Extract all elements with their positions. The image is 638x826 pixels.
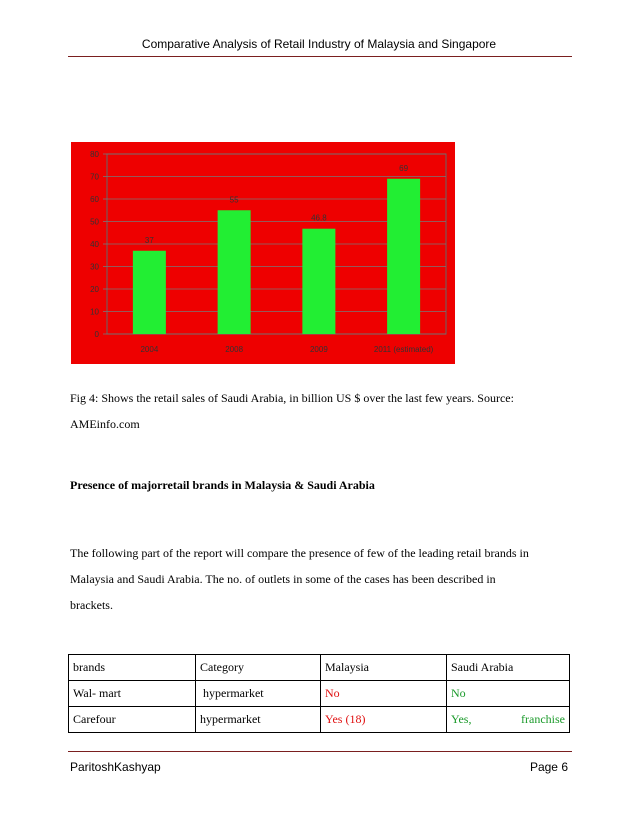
split-cell <box>451 712 565 727</box>
x-tick-label: 2011 (estimated) <box>373 345 434 354</box>
y-tick-label: 30 <box>90 262 99 272</box>
y-tick-label: 80 <box>90 150 99 159</box>
table-header-cell: Category <box>196 655 321 681</box>
footer-page-number: Page 6 <box>529 760 568 774</box>
table-cell <box>447 707 570 733</box>
table-cell: No <box>321 681 447 707</box>
footer-author: ParitoshKashyap <box>70 760 161 774</box>
table-cell <box>196 681 321 707</box>
table-cell: Wal- mart <box>69 681 196 707</box>
cell-text-left: Yes, <box>451 712 472 726</box>
y-tick-label: 20 <box>90 285 99 294</box>
table-header-cell: brands <box>69 655 196 681</box>
header-rule <box>68 56 572 57</box>
table-cell: No <box>447 681 570 707</box>
caption-text-1: Fig 4: Shows the retail sales of Saudi Arabia, in billion US $ over the last few years. Source: <box>70 391 514 405</box>
table-header-cell: Malaysia <box>321 655 447 681</box>
table-row <box>69 707 570 733</box>
cell-text-right: franchise <box>521 712 565 726</box>
x-tick-label: 2008 <box>225 345 244 354</box>
figure-caption <box>70 385 564 437</box>
table-header-row <box>69 655 570 681</box>
y-tick-label: 40 <box>90 240 99 249</box>
page-header: Comparative Analysis of Retail Industry of Malaysia and Singapore <box>141 37 497 51</box>
retail-sales-bar-chart <box>71 142 455 364</box>
x-tick-label: 2009 <box>309 345 328 354</box>
footer-rule <box>68 751 572 752</box>
brands-table <box>68 654 570 733</box>
data-label: 46.8 <box>311 213 327 223</box>
bar <box>218 210 251 334</box>
body-line-2: Malaysia and Saudi Arabia. The no. of outlets in some of the cases has been described in <box>70 572 496 586</box>
y-tick-label: 10 <box>90 307 99 317</box>
bar <box>302 229 335 334</box>
y-tick-label: 60 <box>90 195 99 204</box>
table-row <box>69 681 570 707</box>
caption-line-2: AMEinfo.com <box>70 417 140 431</box>
table-cell: hypermarket <box>196 707 321 733</box>
y-tick-label: 50 <box>90 217 99 227</box>
data-label: 55 <box>229 195 239 205</box>
body-paragraph <box>70 540 564 618</box>
table-header-cell: Saudi Arabia <box>447 655 570 681</box>
section-heading: Presence of majorretail brands in Malaysia & Saudi Arabia <box>70 478 375 492</box>
category-text: hypermarket <box>200 686 264 700</box>
body-line-1: The following part of the report will compare the presence of few of the leading retail brands in <box>70 546 529 560</box>
caption-line-1 <box>70 385 564 411</box>
y-tick-label: 70 <box>90 172 99 182</box>
table-cell: Yes (18) <box>321 707 447 733</box>
table-cell: Carefour <box>69 707 196 733</box>
bar <box>387 179 420 334</box>
body-line-3: brackets. <box>70 598 113 612</box>
data-label: 69 <box>399 163 409 173</box>
data-label: 37 <box>144 235 154 245</box>
x-tick-label: 2004 <box>140 345 159 354</box>
y-tick-label: 0 <box>94 330 99 339</box>
bar <box>133 251 166 334</box>
